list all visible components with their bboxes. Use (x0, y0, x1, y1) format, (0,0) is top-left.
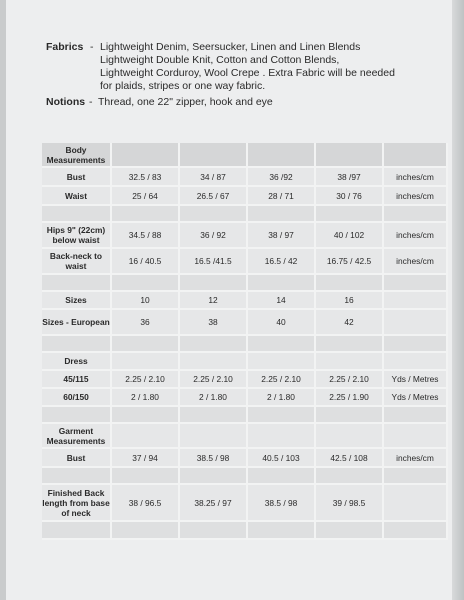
spacer-row (42, 522, 448, 540)
row-label-cell (42, 275, 112, 292)
table-row (42, 249, 448, 275)
spacer-row (42, 206, 448, 223)
row-label-cell: 60/150 (42, 389, 112, 407)
unit-cell (384, 522, 448, 540)
value-cell: 40 (248, 310, 316, 336)
value-cell (316, 206, 384, 223)
value-cell: 2.25 / 2.10 (112, 371, 180, 389)
size-chart-table (42, 143, 448, 540)
value-cell (316, 424, 384, 449)
page-edge-shadow (452, 0, 464, 600)
row-label-cell: Bust (42, 449, 112, 468)
unit-cell: Yds / Metres (384, 389, 448, 407)
value-cell: 38 (180, 310, 248, 336)
table-row (42, 168, 448, 187)
value-cell: 2.25 / 1.90 (316, 389, 384, 407)
row-label-cell: Sizes (42, 292, 112, 310)
row-label-cell: Back-neck to waist (42, 249, 112, 275)
fabrics-line-3: Lightweight Corduroy, Wool Crepe . Extra Fabric will be needed (100, 67, 395, 79)
value-cell: 42 (316, 310, 384, 336)
unit-cell (384, 485, 448, 522)
value-cell: 10 (112, 292, 180, 310)
unit-cell (384, 468, 448, 485)
value-cell: 36 / 92 (180, 223, 248, 249)
spacer-row (42, 468, 448, 485)
unit-cell: inches/cm (384, 249, 448, 275)
row-label-cell (42, 407, 112, 424)
value-cell: 26.5 / 67 (180, 187, 248, 206)
value-cell: 38 /97 (316, 168, 384, 187)
value-cell (112, 407, 180, 424)
unit-cell: inches/cm (384, 449, 448, 468)
value-cell: 16.75 / 42.5 (316, 249, 384, 275)
value-cell: 40 / 102 (316, 223, 384, 249)
value-cell: 16 / 40.5 (112, 249, 180, 275)
row-label-cell: Bust (42, 168, 112, 187)
value-cell (180, 522, 248, 540)
value-cell: 2 / 1.80 (248, 389, 316, 407)
value-cell: 34 / 87 (180, 168, 248, 187)
value-cell (248, 143, 316, 168)
value-cell: 2.25 / 2.10 (180, 371, 248, 389)
value-cell (112, 143, 180, 168)
row-label-cell (42, 522, 112, 540)
table-row (42, 187, 448, 206)
unit-cell (384, 143, 448, 168)
fabrics-line-1: Lightweight Denim, Seersucker, Linen and Linen Blends (100, 41, 361, 53)
row-label-cell: Hips 9" (22cm) below waist (42, 223, 112, 249)
value-cell: 12 (180, 292, 248, 310)
value-cell: 38.5 / 98 (248, 485, 316, 522)
value-cell (180, 143, 248, 168)
table-row (42, 485, 448, 522)
table-row (42, 371, 448, 389)
notions-label: Notions (46, 96, 86, 108)
row-label-cell: Waist (42, 187, 112, 206)
value-cell: 2.25 / 2.10 (316, 371, 384, 389)
value-cell: 25 / 64 (112, 187, 180, 206)
fabrics-label: Fabrics (46, 41, 84, 53)
unit-cell: inches/cm (384, 168, 448, 187)
fabrics-dash: - (90, 41, 94, 53)
value-cell: 28 / 71 (248, 187, 316, 206)
unit-cell: inches/cm (384, 187, 448, 206)
value-cell (180, 353, 248, 371)
row-label-cell: Finished Back length from base of neck (42, 485, 112, 522)
table-row (42, 292, 448, 310)
table-row (42, 424, 448, 449)
unit-cell: inches/cm (384, 223, 448, 249)
row-label-cell: Garment Measurements (42, 424, 112, 449)
unit-cell (384, 206, 448, 223)
value-cell (180, 206, 248, 223)
value-cell: 38.5 / 98 (180, 449, 248, 468)
value-cell: 39 / 98.5 (316, 485, 384, 522)
table-row (42, 449, 448, 468)
value-cell: 38 / 96.5 (112, 485, 180, 522)
value-cell: 2.25 / 2.10 (248, 371, 316, 389)
unit-cell (384, 310, 448, 336)
value-cell: 38.25 / 97 (180, 485, 248, 522)
value-cell: 36 (112, 310, 180, 336)
value-cell: 16.5 / 42 (248, 249, 316, 275)
unit-cell (384, 424, 448, 449)
value-cell: 42.5 / 108 (316, 449, 384, 468)
unit-cell: Yds / Metres (384, 371, 448, 389)
value-cell: 2 / 1.80 (180, 389, 248, 407)
value-cell (180, 336, 248, 353)
value-cell (112, 468, 180, 485)
value-cell: 32.5 / 83 (112, 168, 180, 187)
value-cell (112, 424, 180, 449)
value-cell: 40.5 / 103 (248, 449, 316, 468)
unit-cell (384, 407, 448, 424)
value-cell (112, 275, 180, 292)
value-cell (248, 336, 316, 353)
value-cell: 14 (248, 292, 316, 310)
table-row (42, 389, 448, 407)
value-cell (248, 407, 316, 424)
row-label-cell (42, 336, 112, 353)
value-cell (248, 522, 316, 540)
value-cell (316, 143, 384, 168)
value-cell: 16.5 /41.5 (180, 249, 248, 275)
table-row (42, 143, 448, 168)
spacer-row (42, 407, 448, 424)
row-label-cell (42, 206, 112, 223)
row-label-cell (42, 468, 112, 485)
value-cell (112, 206, 180, 223)
value-cell (180, 424, 248, 449)
value-cell (248, 468, 316, 485)
value-cell: 30 / 76 (316, 187, 384, 206)
spacer-row (42, 275, 448, 292)
value-cell (112, 336, 180, 353)
notions-text: Thread, one 22" zipper, hook and eye (98, 96, 273, 108)
value-cell (316, 407, 384, 424)
value-cell (112, 522, 180, 540)
notions-dash: - (89, 96, 93, 108)
table-row (42, 223, 448, 249)
unit-cell (384, 292, 448, 310)
value-cell (316, 336, 384, 353)
row-label-cell: Body Measurements (42, 143, 112, 168)
row-label-cell: Dress (42, 353, 112, 371)
value-cell: 2 / 1.80 (112, 389, 180, 407)
table-row (42, 310, 448, 336)
spacer-row (42, 336, 448, 353)
value-cell (316, 353, 384, 371)
value-cell (248, 353, 316, 371)
value-cell: 36 /92 (248, 168, 316, 187)
row-label-cell: Sizes - European (42, 310, 112, 336)
value-cell (316, 468, 384, 485)
value-cell (180, 407, 248, 424)
value-cell (316, 522, 384, 540)
table-row (42, 353, 448, 371)
unit-cell (384, 275, 448, 292)
value-cell: 37 / 94 (112, 449, 180, 468)
value-cell: 16 (316, 292, 384, 310)
row-label-cell: 45/115 (42, 371, 112, 389)
value-cell (248, 206, 316, 223)
unit-cell (384, 353, 448, 371)
value-cell (112, 353, 180, 371)
value-cell: 38 / 97 (248, 223, 316, 249)
value-cell: 34.5 / 88 (112, 223, 180, 249)
fabrics-line-2: Lightweight Double Knit, Cotton and Cotton Blends, (100, 54, 340, 66)
value-cell (316, 275, 384, 292)
value-cell (248, 424, 316, 449)
value-cell (248, 275, 316, 292)
fabrics-line-4: for plaids, stripes or one way fabric. (100, 80, 266, 92)
value-cell (180, 468, 248, 485)
value-cell (180, 275, 248, 292)
unit-cell (384, 336, 448, 353)
